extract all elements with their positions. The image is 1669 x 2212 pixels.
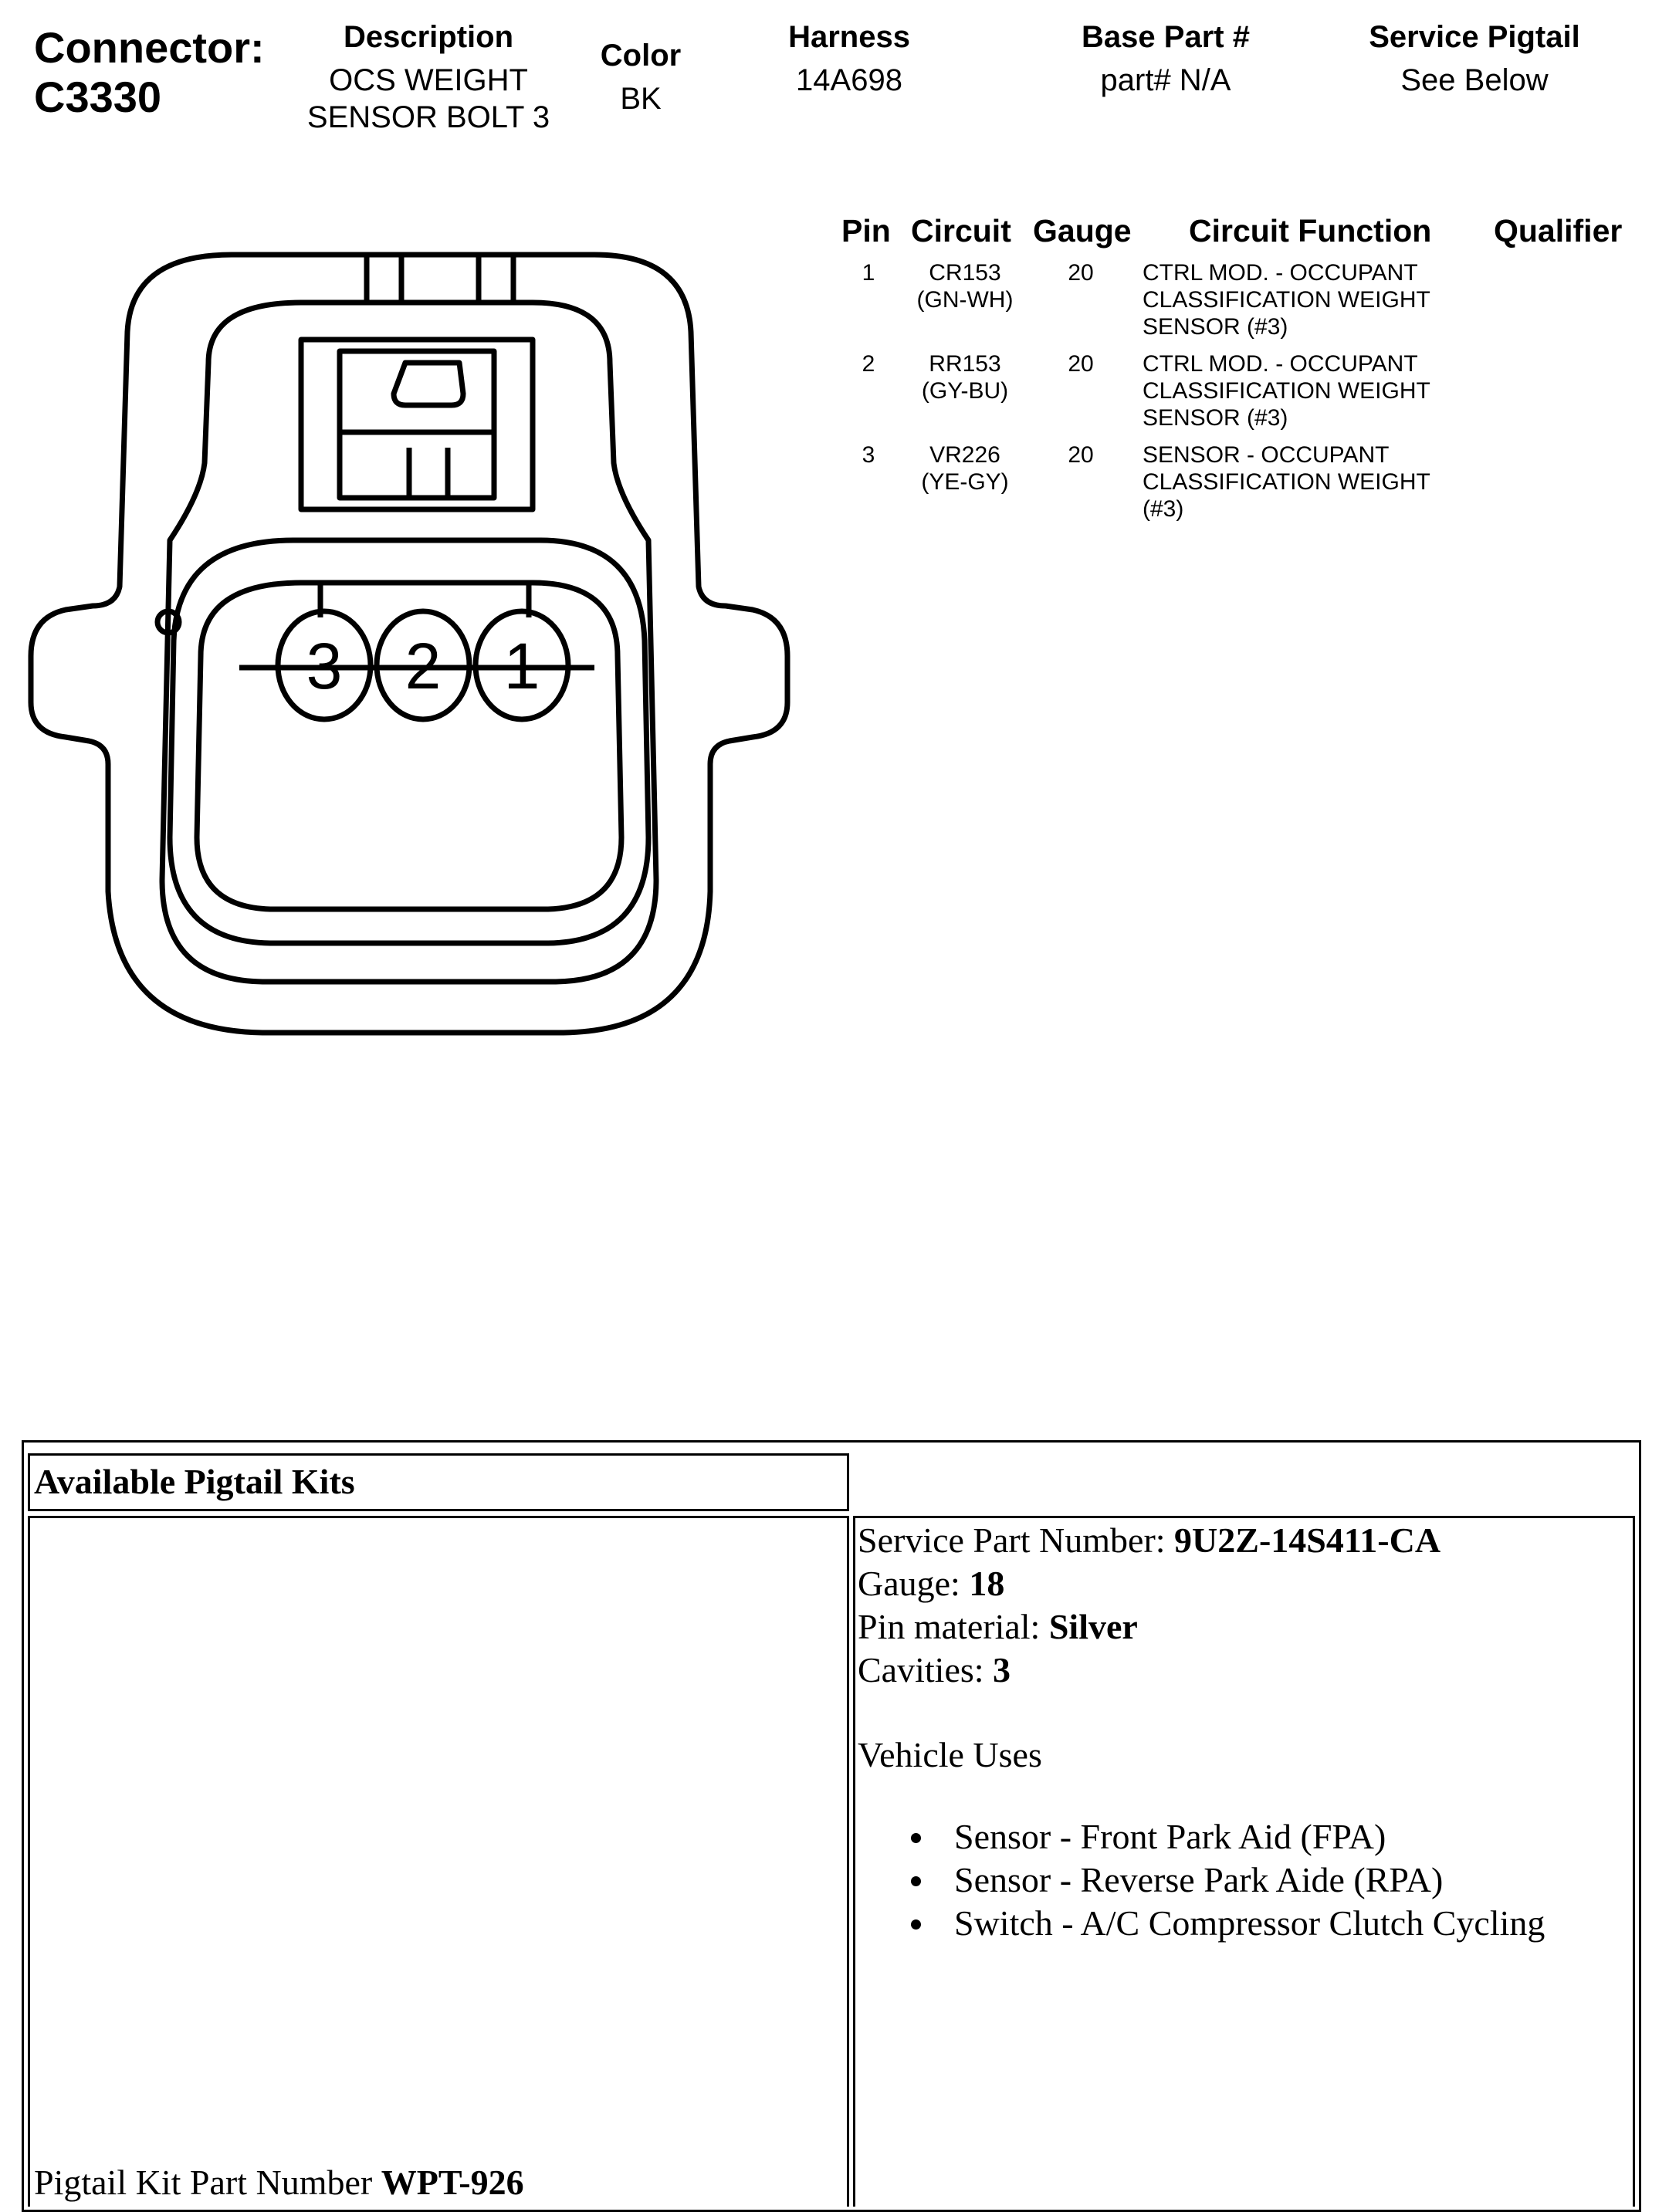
list-item: [911, 1815, 1545, 1859]
vehicle-use-text: Sensor - Front Park Aid (FPA): [954, 1817, 1386, 1856]
circuit-function-line: (#3): [1143, 496, 1184, 522]
vehicle-use-text: Switch - A/C Compressor Clutch Cycling: [954, 1903, 1545, 1943]
color-label: Color: [600, 39, 682, 73]
gauge-value: 18: [969, 1564, 1005, 1603]
pin-header: Pin: [841, 213, 891, 249]
base-part-column: [1042, 19, 1289, 99]
pin-number: 3: [862, 442, 875, 468]
circuit-function-line: SENSOR (#3): [1143, 314, 1288, 340]
bullet-icon: [911, 1876, 921, 1886]
vehicle-uses-list: [911, 1815, 1545, 1945]
circuit-code: VR226: [929, 442, 1000, 468]
circuit-function-header: Circuit Function: [1189, 213, 1432, 249]
pin-number: 2: [862, 351, 875, 377]
base-part-label: Base Part #: [1082, 20, 1250, 54]
pigtail-image-cell: [28, 1516, 849, 2207]
gauge-header: Gauge: [1033, 213, 1132, 249]
wire-color: (GY-BU): [921, 378, 1009, 404]
service-part-number: [858, 1519, 1440, 1562]
service-pigtail-value: See Below: [1400, 63, 1549, 97]
qualifier-header: Qualifier: [1494, 213, 1623, 249]
pin-label-2: 2: [405, 630, 442, 702]
gauge-value: 20: [1068, 442, 1094, 468]
pin-material-value: Silver: [1048, 1607, 1138, 1646]
base-part-value: part# N/A: [1100, 63, 1231, 97]
pin-label-1: 1: [503, 630, 540, 702]
list-item: [911, 1902, 1545, 1945]
circuit-function-line: SENSOR (#3): [1143, 405, 1288, 431]
circuit-code: CR153: [929, 260, 1001, 286]
gauge-label: Gauge:: [858, 1564, 960, 1603]
pigtail-kits-title: Available Pigtail Kits: [34, 1462, 355, 1501]
vehicle-use-text: Sensor - Reverse Park Aide (RPA): [954, 1860, 1444, 1899]
kit-part-label: Pigtail Kit Part Number: [34, 2163, 373, 2202]
kit-part-value: WPT-926: [381, 2163, 524, 2202]
pigtail-gauge: [858, 1562, 1004, 1605]
service-part-value: 9U2Z-14S411-CA: [1174, 1520, 1441, 1560]
gauge-value: 20: [1068, 351, 1094, 377]
cavities: [858, 1649, 1011, 1692]
circuit-code: RR153: [929, 351, 1001, 377]
pin-material-label: Pin material:: [858, 1607, 1041, 1646]
cavities-value: 3: [993, 1650, 1011, 1689]
cavity-outer-frame: [170, 540, 648, 943]
list-item: [911, 1859, 1545, 1902]
connector-face-diagram: [0, 0, 818, 1050]
pin-material: [858, 1605, 1138, 1649]
circuit-function-line: CTRL MOD. - OCCUPANT: [1143, 351, 1418, 377]
gauge-value: 20: [1068, 260, 1094, 286]
description-value-line1: OCS WEIGHT: [329, 63, 528, 97]
color-value: BK: [620, 82, 662, 116]
circuit-function-line: CTRL MOD. - OCCUPANT: [1143, 260, 1418, 286]
pigtail-kit-part-number: [34, 2161, 524, 2204]
bullet-icon: [911, 1833, 921, 1843]
latch-inner: [340, 351, 494, 498]
harness-label: Harness: [788, 20, 910, 54]
circuit-function-line: SENSOR - OCCUPANT: [1143, 442, 1390, 468]
circuit-function-line: CLASSIFICATION WEIGHT: [1143, 287, 1430, 313]
latch-button: [394, 363, 463, 405]
harness-value: 14A698: [796, 63, 902, 97]
circuit-header: Circuit: [911, 213, 1011, 249]
service-part-label: Service Part Number:: [858, 1520, 1166, 1560]
connector-id: C3330: [34, 73, 162, 121]
description-value-line2: SENSOR BOLT 3: [306, 100, 550, 134]
wire-color: (YE-GY): [921, 469, 1009, 495]
service-pigtail-column: [1343, 19, 1606, 99]
vehicle-uses-label: Vehicle Uses: [858, 1735, 1042, 1774]
description-label: Description: [343, 20, 514, 54]
cavities-label: Cavities:: [858, 1650, 984, 1689]
bullet-icon: [911, 1919, 921, 1930]
wire-color: (GN-WH): [916, 287, 1014, 313]
connector-label: Connector:: [34, 23, 265, 72]
pin-label-3: 3: [306, 630, 343, 702]
pin-number: 1: [862, 260, 875, 286]
circuit-function-line: CLASSIFICATION WEIGHT: [1143, 378, 1430, 404]
service-pigtail-label: Service Pigtail: [1369, 20, 1580, 54]
circuit-function-line: CLASSIFICATION WEIGHT: [1143, 469, 1430, 495]
